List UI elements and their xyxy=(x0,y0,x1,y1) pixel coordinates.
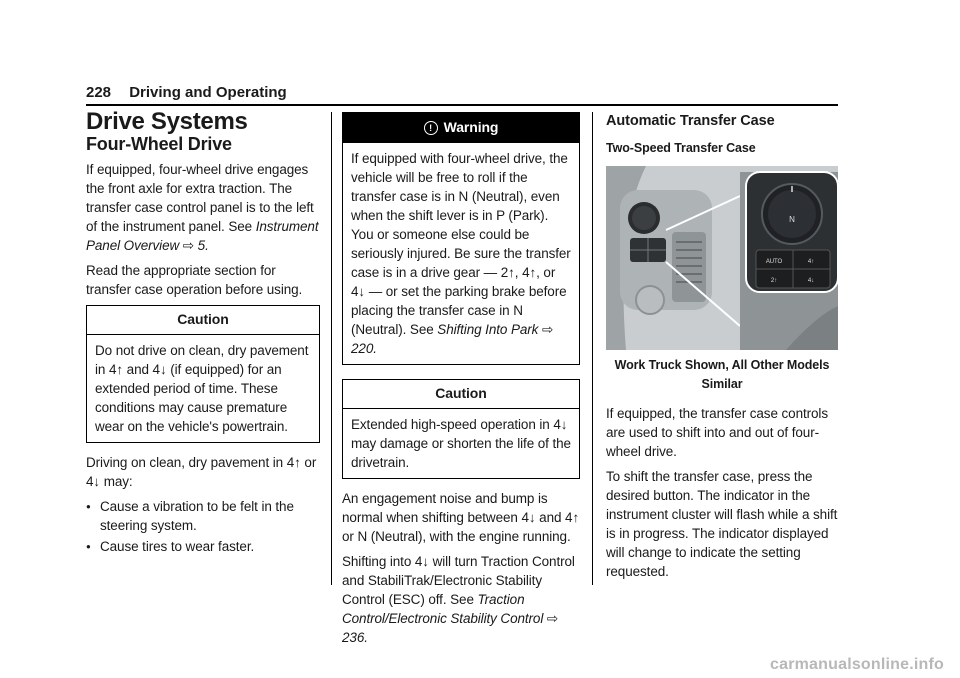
traction-control-page[interactable]: 236. xyxy=(342,630,368,645)
intro-text: If equipped, four-wheel drive engages the front axle for extra traction. The transfer case control panel is to the left of the instrument panel. See xyxy=(86,162,314,234)
column-2 xyxy=(342,112,580,653)
four-high-button-label: 4↑ xyxy=(807,259,815,265)
page-number: 228 xyxy=(86,84,112,101)
ref-arrow-icon: ⇨ xyxy=(182,238,195,253)
instrument-panel-page[interactable]: 5. xyxy=(197,238,209,253)
page-header xyxy=(86,84,287,101)
watermark: carmanualsonline.info xyxy=(770,656,945,673)
column-divider-2 xyxy=(592,112,593,585)
controls-paragraph: If equipped, the transfer case controls are used to shift into and out of four-wheel drive. xyxy=(606,406,828,459)
warning-title: Warning xyxy=(443,119,499,135)
traction-text: Shifting into 4↓ will turn Traction Control and StabiliTrak/Electronic Stability Control (ESC) off. See xyxy=(342,554,575,607)
caution-title: Caution xyxy=(87,306,319,335)
automatic-transfer-case-heading: Automatic Transfer Case xyxy=(606,113,775,129)
transfer-case-illustration xyxy=(606,166,838,350)
section-heading: Four-Wheel Drive xyxy=(86,134,232,154)
column-3 xyxy=(606,112,838,587)
shifting-into-park-link[interactable]: Shifting Into Park xyxy=(437,322,539,337)
knob-label: N xyxy=(789,215,795,224)
warning-text: If equipped with four-wheel drive, the vehicle will be free to roll if the transfer case is in N (Neutral), even when the shift lever is in P (Park). You or someone else could be seriously injured. Be sure the transfer case is in a drive gear — 2↑, 4↑, or 4↓ — or set the parking brake before placing the transfer case in N (Neutral). See xyxy=(351,151,571,337)
header-rule xyxy=(86,104,838,106)
ref-arrow-icon: ⇨ xyxy=(541,322,554,337)
caution-text: Do not drive on clean, dry pavement in 4↑ and 4↓ (if equipped) for an extended period of time. These conditions may cause premature wear on the vehicle's powertrain. xyxy=(95,343,309,434)
caution-title: Caution xyxy=(343,380,579,409)
traction-control-link[interactable]: Traction Control/Electronic Stability Control xyxy=(342,592,544,626)
warning-icon: ! xyxy=(424,121,438,135)
list-item: ● Cause a vibration to be felt in the steering system. xyxy=(100,497,320,535)
transfer-case-figure xyxy=(606,166,838,350)
warning-body xyxy=(343,143,579,364)
shifting-into-park-page[interactable]: 220. xyxy=(351,341,377,356)
caution-text: Extended high-speed operation in 4↓ may damage or shorten the life of the drivetrain. xyxy=(351,417,571,470)
intro-paragraph xyxy=(86,160,320,255)
figure-caption: Work Truck Shown, All Other Models Similar xyxy=(614,358,830,391)
traction-control-paragraph xyxy=(342,552,580,647)
shift-instructions-paragraph: To shift the transfer case, press the desired button. The indicator in the instrument cluster will flash while a shift is in progress. The indicator displayed will change to indicate the setting requested. xyxy=(606,469,838,579)
read-section-paragraph: Read the appropriate section for transfer case operation before using. xyxy=(86,263,303,297)
warning-header xyxy=(343,113,579,143)
engagement-noise-paragraph: An engagement noise and bump is normal when shifting between 4↓ and 4↑ or N (Neutral), with the engine running. xyxy=(342,491,580,544)
column-divider-1 xyxy=(331,112,332,585)
caution-box-1 xyxy=(86,305,320,443)
warning-box xyxy=(342,112,580,365)
instrument-panel-link[interactable]: Instrument Panel Overview xyxy=(86,219,319,253)
dry-pavement-paragraph: Driving on clean, dry pavement in 4↑ or 4↓ may: xyxy=(86,455,317,489)
column-1 xyxy=(86,108,320,558)
auto-button-label: AUTO xyxy=(765,259,783,265)
two-high-button-label: 2↑ xyxy=(770,278,778,284)
ref-arrow-icon: ⇨ xyxy=(546,611,559,626)
four-low-button-label: 4↓ xyxy=(807,278,815,284)
two-speed-heading: Two-Speed Transfer Case xyxy=(606,141,756,155)
list-item: ● Cause tires to wear faster. xyxy=(100,537,320,556)
caution-box-2 xyxy=(342,379,580,479)
page-title: Drive Systems xyxy=(86,108,248,135)
section-title: Driving and Operating xyxy=(129,84,287,101)
effects-list xyxy=(86,497,320,556)
